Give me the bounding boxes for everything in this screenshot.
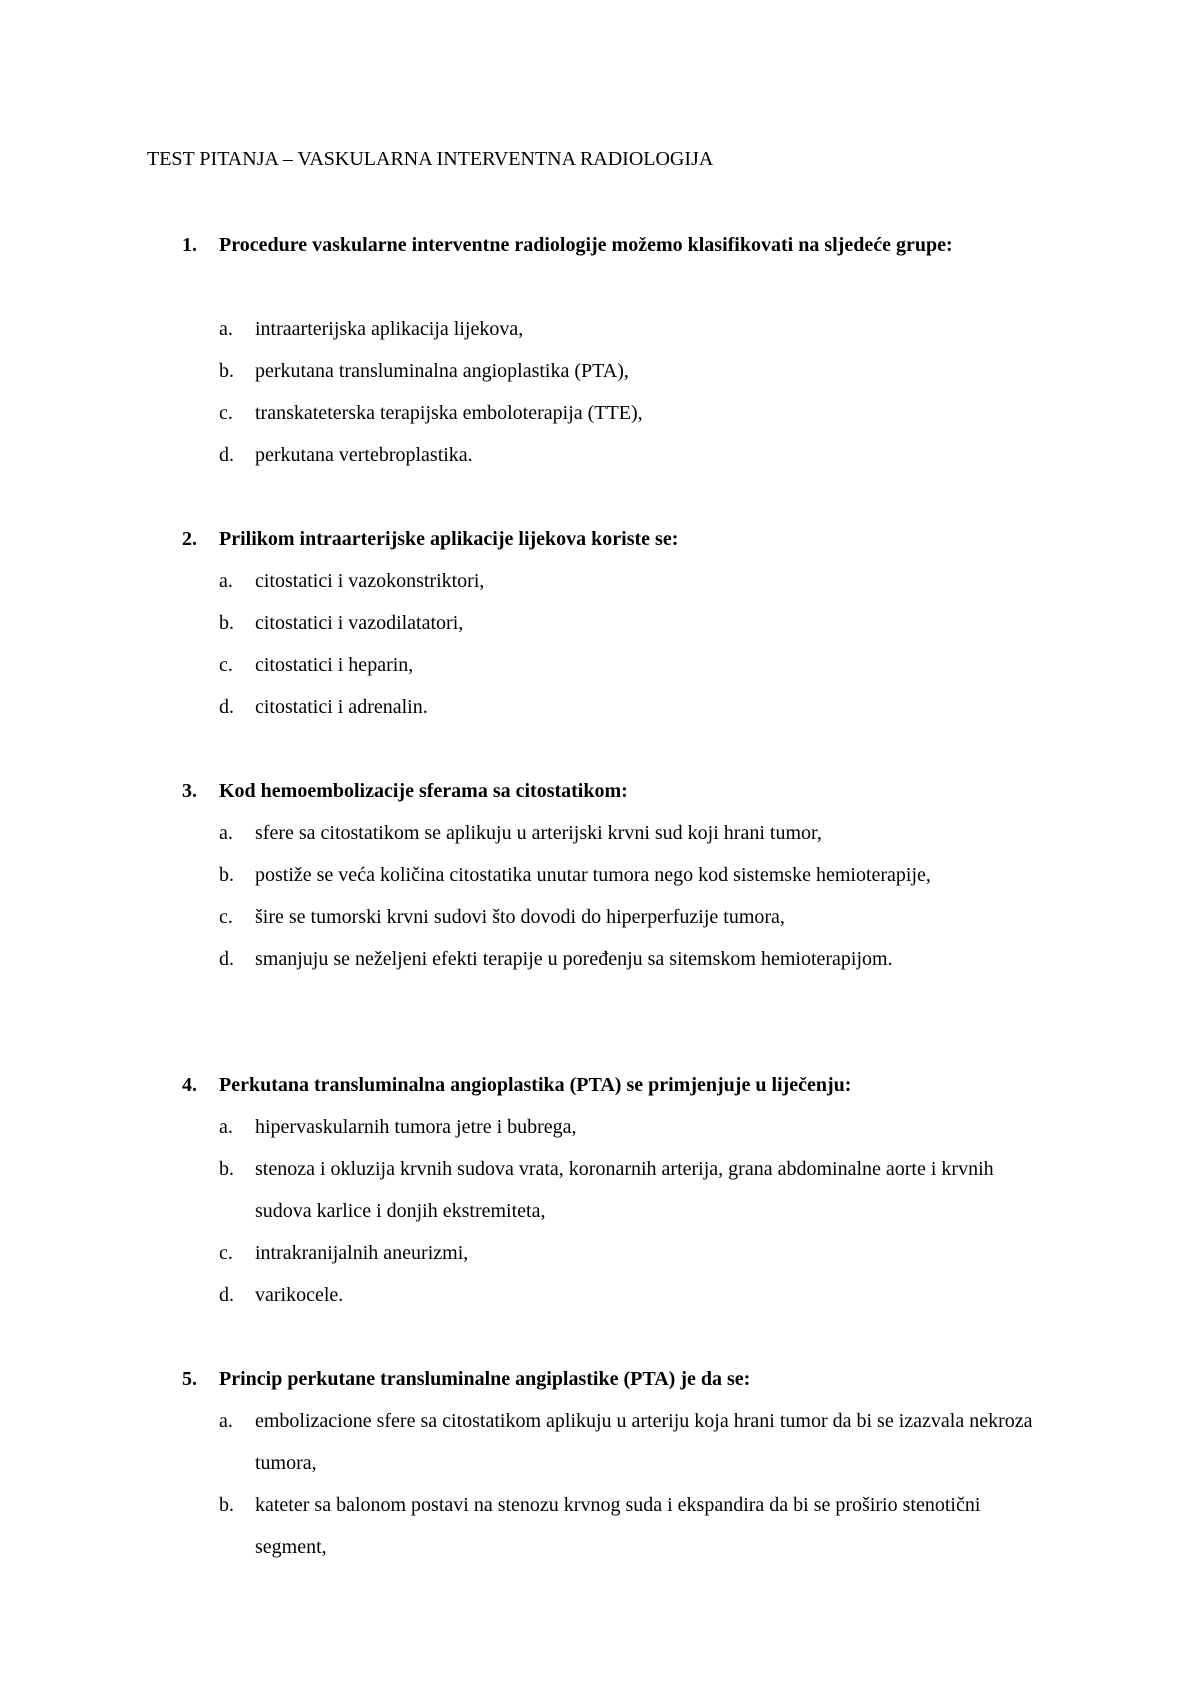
answer-list-4 [0, 1106, 1200, 1316]
answer-item [0, 1106, 1200, 1148]
document-title: TEST PITANJA – VASKULARNA INTERVENTNA RADIOLOGIJA [147, 148, 714, 170]
answer-letter: d. [219, 696, 234, 718]
answer-text: perkutana transluminalna angioplastika (PTA), [255, 360, 629, 382]
answer-item [0, 938, 1200, 980]
answer-item [0, 350, 1200, 392]
answer-list-5 [0, 1400, 1200, 1568]
answer-list-1 [0, 308, 1200, 476]
answer-item [0, 1400, 1200, 1484]
answer-text: embolizacione sfere sa citostatikom aplikuju u arteriju koja hrani tumor da bi se izazvala nekroza tumora, [255, 1410, 1033, 1474]
answer-letter: a. [219, 1410, 233, 1432]
answer-text: varikocele. [255, 1284, 344, 1306]
answer-letter: d. [219, 1284, 234, 1306]
question-number: 1. [182, 234, 197, 256]
question-number: 3. [182, 780, 197, 802]
answer-letter: a. [219, 318, 233, 340]
answer-letter: a. [219, 570, 233, 592]
answer-letter: c. [219, 1242, 233, 1264]
question-number: 5. [182, 1368, 197, 1390]
answer-text: intrakranijalnih aneurizmi, [255, 1242, 469, 1264]
answer-letter: b. [219, 360, 234, 382]
answer-item [0, 434, 1200, 476]
answer-text: smanjuju se neželjeni efekti terapije u poređenju sa sitemskom hemioterapijom. [255, 948, 893, 970]
answer-item [0, 812, 1200, 854]
question-text: Princip perkutane transluminalne angiplastike (PTA) je da se: [219, 1368, 751, 1390]
answer-text: transkateterska terapijska emboloterapija (TTE), [255, 402, 643, 424]
answer-text: stenoza i okluzija krvnih sudova vrata, koronarnih arterija, grana abdominalne aorte i krvnih sudova karlice i donjih ekstremiteta, [255, 1158, 994, 1222]
question-text: Procedure vaskularne interventne radiologije možemo klasifikovati na sljedeće grupe: [219, 234, 953, 256]
answer-letter: b. [219, 1494, 234, 1516]
answer-text: perkutana vertebroplastika. [255, 444, 473, 466]
answer-item [0, 560, 1200, 602]
answer-item [0, 392, 1200, 434]
question-text: Kod hemoembolizacije sferama sa citostatikom: [219, 780, 628, 802]
answer-text: postiže se veća količina citostatika unutar tumora nego kod sistemske hemioterapije, [255, 864, 931, 886]
answer-text: citostatici i vazokonstriktori, [255, 570, 485, 592]
question-text: Perkutana transluminalna angioplastika (PTA) se primjenjuje u liječenju: [219, 1074, 852, 1096]
question-number: 4. [182, 1074, 197, 1096]
answer-letter: b. [219, 1158, 234, 1180]
answer-text: citostatici i adrenalin. [255, 696, 428, 718]
answer-letter: b. [219, 612, 234, 634]
answer-letter: d. [219, 444, 234, 466]
answer-letter: b. [219, 864, 234, 886]
answer-letter: a. [219, 1116, 233, 1138]
answer-item [0, 1148, 1200, 1232]
answer-letter: c. [219, 906, 233, 928]
answer-text: citostatici i heparin, [255, 654, 414, 676]
answer-item [0, 686, 1200, 728]
answer-text: hipervaskularnih tumora jetre i bubrega, [255, 1116, 577, 1138]
answer-item [0, 896, 1200, 938]
answer-letter: c. [219, 654, 233, 676]
answer-letter: a. [219, 822, 233, 844]
answer-list-2 [0, 560, 1200, 728]
answer-text: sfere sa citostatikom se aplikuju u arterijski krvni sud koji hrani tumor, [255, 822, 822, 844]
answer-item [0, 602, 1200, 644]
answer-item [0, 854, 1200, 896]
answer-letter: c. [219, 402, 233, 424]
answer-letter: d. [219, 948, 234, 970]
answer-text: citostatici i vazodilatatori, [255, 612, 464, 634]
answer-text: intraarterijska aplikacija lijekova, [255, 318, 524, 340]
answer-text: kateter sa balonom postavi na stenozu krvnog suda i ekspandira da bi se proširio stenotični segment, [255, 1494, 981, 1558]
answer-item [0, 1274, 1200, 1316]
answer-text: šire se tumorski krvni sudovi što dovodi do hiperperfuzije tumora, [255, 906, 785, 928]
answer-list-3 [0, 812, 1200, 980]
question-number: 2. [182, 528, 197, 550]
question-text: Prilikom intraarterijske aplikacije lijekova koriste se: [219, 528, 679, 550]
answer-item [0, 1484, 1200, 1568]
answer-item [0, 644, 1200, 686]
answer-item [0, 308, 1200, 350]
answer-item [0, 1232, 1200, 1274]
